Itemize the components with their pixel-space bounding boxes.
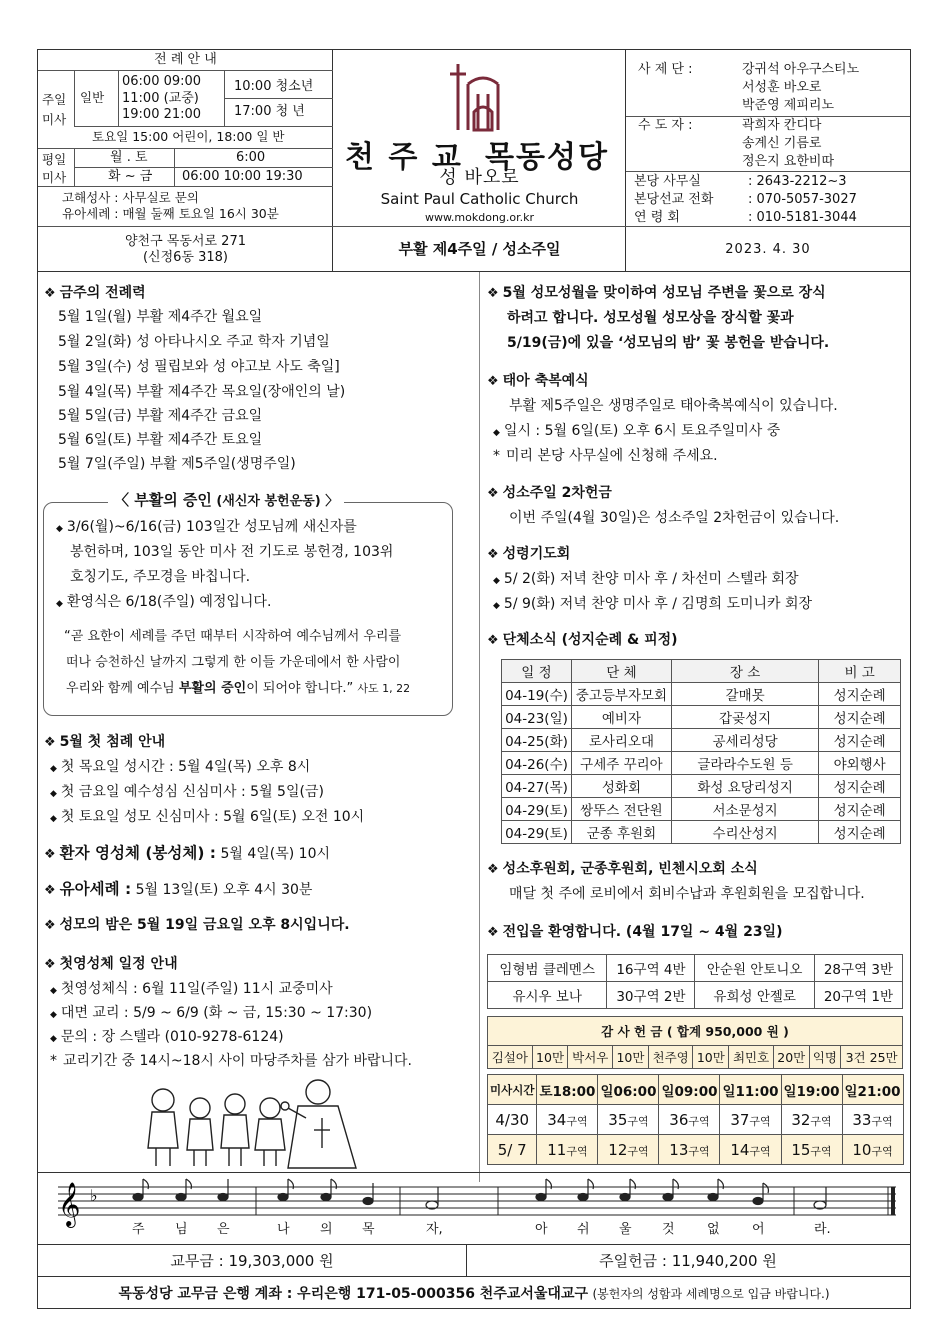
table-cell: 04-26(수) [502, 752, 572, 775]
sunday-time-1: 06:00 09:00 [122, 74, 202, 89]
bank-row [38, 1276, 910, 1309]
table-cell: 김설아 [488, 1046, 533, 1069]
children-priest-illustration-icon [138, 1078, 378, 1173]
table-cell: 3건 25만 [841, 1046, 903, 1069]
bulletin-frame [37, 49, 911, 1309]
address-line-2: (신정6동 318) [142, 250, 229, 265]
table-cell: 일09:00 [659, 1075, 720, 1105]
calendar-item: 5월 1일(월) 부활 제4주간 월요일 [58, 309, 263, 325]
communion-note: * 교리기간 중 14시~18시 사이 마당주차를 삼가 바랍니다. [50, 1053, 412, 1069]
table-cell: 04-19(수) [502, 683, 572, 706]
table-cell: 5/ 7 [488, 1135, 537, 1165]
table-cell: 04-23(일) [502, 706, 572, 729]
table-cell: 28구역 3반 [814, 955, 902, 982]
table-cell: 13구역 [659, 1135, 720, 1165]
quote-line: “곧 요한이 세례를 주던 때부터 시작하여 예수님께서 우리를 [64, 629, 402, 644]
thanks-table [487, 1016, 903, 1069]
table-cell: 04-29(토) [502, 798, 572, 821]
table-cell: 일11:00 [720, 1075, 781, 1105]
calendar-item: 5월 5일(금) 부활 제4주간 금요일 [58, 408, 263, 424]
church-website: www.mokdong.or.kr [424, 211, 535, 224]
spirit-prayer-title: ❖ 성령기도회 [487, 546, 571, 562]
table-cell: 37구역 [720, 1105, 781, 1135]
table-cell: 성지순례 [819, 729, 901, 752]
lyric: 것 [662, 1222, 675, 1237]
first-services-title: ❖ 5월 첫 첨례 안내 [44, 734, 166, 750]
table-cell: 천주영 [648, 1046, 693, 1069]
table-cell: 10만 [532, 1046, 568, 1069]
table-row [488, 1046, 903, 1069]
schedule-title: 전 례 안 내 [154, 52, 217, 67]
may-flowers-title: ❖ 5월 성모성월을 맞이하여 성모님 주변을 꽃으로 장식 [487, 285, 826, 301]
priest-label: 사 제 단 : [638, 62, 693, 77]
groups-header: 일 정 [502, 660, 572, 683]
witness-item: ◆ 3/6(월)~6/16(금) 103일간 성모님께 새신자를 [56, 519, 357, 535]
flat-icon: ♭ [90, 1186, 98, 1205]
vocation-collection-title: ❖ 성소주일 2차헌금 [487, 485, 612, 501]
table-cell: 일21:00 [842, 1075, 903, 1105]
church-name-left: 천 주 교 [345, 140, 463, 175]
table-cell: 익명 [809, 1046, 841, 1069]
table-cell: 10구역 [842, 1135, 903, 1165]
witness-item-cont: 봉헌하며, 103일 동안 미사 전 기도로 봉헌경, 103위 [70, 544, 394, 560]
table-cell: 글라라수도원 등 [671, 752, 818, 775]
table-cell: 34구역 [537, 1105, 598, 1135]
communion-item: ◆ 대면 교리 : 5/9 ~ 6/9 (화 ~ 금, 15:30 ~ 17:30) [50, 1005, 373, 1021]
table-cell: 야외행사 [819, 752, 901, 775]
fetus-blessing-title: ❖ 태아 축복예식 [487, 373, 589, 389]
calendar-item: 5월 3일(수) 성 필립보와 성 야고보 사도 축일] [58, 359, 340, 375]
infant-baptism-info: 유아세례 : 매월 둘째 토요일 16시 30분 [62, 206, 279, 221]
table-cell: 갈매못 [671, 683, 818, 706]
table-cell: 최민호 [729, 1046, 774, 1069]
church-name-right: 목동성당 [485, 140, 609, 175]
lyric: 울 [619, 1222, 632, 1237]
staff-block [626, 50, 910, 272]
youth-phone: : 010-5181-3044 [748, 210, 857, 225]
lyric: 쉬 [577, 1222, 590, 1237]
church-english-name: Saint Paul Catholic Church [380, 190, 579, 208]
nun-1: 곽희자 칸디다 [742, 118, 822, 133]
school-fee-total: 교무금 : 19,303,000 원 [170, 1252, 334, 1270]
calendar-item: 5월 6일(토) 부활 제4주간 토요일 [58, 432, 263, 448]
table-row [502, 729, 901, 752]
spirit-prayer-item: ◆ 5/ 9(화) 저녁 찬양 미사 후 / 김명희 도미니카 회장 [493, 596, 813, 612]
witness-item: ◆ 환영식은 6/18(주일) 예정입니다. [56, 594, 272, 610]
table-cell: 수리산성지 [671, 821, 818, 844]
cathedral-logo-icon [438, 62, 518, 132]
lyric: 목 [362, 1222, 375, 1237]
table-cell: 04-27(목) [502, 775, 572, 798]
table-cell: 유희성 안젤로 [695, 982, 814, 1009]
sunday-offering-total: 주일헌금 : 11,940,200 원 [599, 1252, 777, 1270]
table-cell: 04-29(토) [502, 821, 572, 844]
communion-item: ◆ 첫영성체식 : 6월 11일(주일) 11시 교중미사 [50, 981, 333, 997]
table-cell: 30구역 2반 [607, 982, 695, 1009]
priest-1: 강귀석 아우구스티노 [742, 62, 860, 77]
table-cell: 11구역 [537, 1135, 598, 1165]
groups-header: 비 고 [819, 660, 901, 683]
office-label: 본당 사무실 [634, 174, 701, 189]
lyric: 없 [707, 1222, 720, 1237]
table-row [502, 821, 901, 844]
weekday-label: 평일 미사 [42, 152, 67, 185]
table-cell: 중고등부자모회 [571, 683, 671, 706]
church-logo-block [333, 50, 626, 272]
table-cell: 14구역 [720, 1135, 781, 1165]
table-cell: 12구역 [598, 1135, 659, 1165]
sick-communion: ❖ 환자 영성체 (봉성체) : 5월 4일(목) 10시 [44, 844, 331, 862]
lyric: 자, [426, 1222, 443, 1237]
table-row [502, 752, 901, 775]
mary-night: ❖ 성모의 밤은 5월 19일 금요일 오후 8시입니다. [44, 917, 350, 933]
mission-label: 본당선교 전화 [634, 192, 714, 207]
confession-info: 고해성사 : 사무실로 문의 [62, 190, 199, 205]
address-line-1: 양천구 목동서로 271 [125, 234, 246, 249]
support-title: ❖ 성소후원회, 군종후원회, 빈첸시오회 소식 [487, 861, 758, 877]
sunday-label: 주일 미사 [42, 92, 67, 127]
welcome-title: ❖ 전입을 환영합니다. (4월 17일 ~ 4월 23일) [487, 924, 783, 940]
table-cell: 토18:00 [537, 1075, 598, 1105]
table-row [488, 955, 903, 982]
table-cell: 쌍뚜스 전단원 [571, 798, 671, 821]
table-row [502, 683, 901, 706]
calendar-item: 5월 4일(목) 부활 제4주간 목요일(장애인의 날) [58, 384, 346, 400]
infant-baptism: ❖ 유아세례 : 5월 13일(토) 오후 4시 30분 [44, 880, 313, 898]
priest-3: 박준영 제피리노 [742, 98, 835, 113]
weekday-mon-sat: 월 . 토 [110, 150, 148, 165]
groups-header: 단 체 [571, 660, 671, 683]
table-cell: 갑곶성지 [671, 706, 818, 729]
welcome-table [487, 954, 903, 1009]
table-cell: 성지순례 [819, 706, 901, 729]
groups-title: ❖ 단체소식 (성지순례 & 피정) [487, 632, 678, 648]
table-cell: 서소문성지 [671, 798, 818, 821]
table-cell: 군종 후원회 [571, 821, 671, 844]
table-cell: 일06:00 [598, 1075, 659, 1105]
fetus-blessing-text: 부활 제5주일은 생명주일로 태아축복예식이 있습니다. [509, 398, 838, 414]
groups-table [501, 659, 901, 844]
table-cell: 4/30 [488, 1105, 537, 1135]
weekday-tue-fri-times: 06:00 10:00 19:30 [182, 169, 303, 184]
first-communion-title: ❖ 첫영성체 일정 안내 [44, 956, 178, 972]
youth-time-1: 10:00 청소년 [234, 79, 314, 94]
lyric: 님 [175, 1222, 188, 1237]
witness-item-cont: 호칭기도, 주모경을 바칩니다. [70, 569, 251, 585]
table-cell: 성지순례 [819, 775, 901, 798]
priest-2: 서성훈 바오로 [742, 80, 822, 95]
lyric: 어 [752, 1222, 765, 1237]
table-cell: 박서우 [568, 1046, 613, 1069]
sunday-time-2: 11:00 (교중) [122, 91, 199, 106]
quote-line: 우리와 함께 예수님 부활의 증인이 되어야 합니다.” 사도 1, 22 [66, 681, 411, 696]
spirit-prayer-item: ◆ 5/ 2(화) 저녁 찬양 미사 후 / 차선미 스텔라 회장 [493, 571, 799, 587]
table-cell: 공세리성당 [671, 729, 818, 752]
table-row [502, 706, 901, 729]
table-cell: 10만 [613, 1046, 649, 1069]
may-flowers-line: 하려고 합니다. 성모성월 성모상을 장식할 꽃과 [507, 310, 794, 326]
table-cell: 32구역 [781, 1105, 842, 1135]
table-cell: 15구역 [781, 1135, 842, 1165]
table-cell: 33구역 [842, 1105, 903, 1135]
liturgy-title: 부활 제4주일 / 성소주일 [398, 240, 561, 258]
witness-title: 〈 부활의 증인 (새신자 봉헌운동) 〉 [108, 491, 344, 511]
table-row [502, 775, 901, 798]
patron-saint: 성 바오로 [439, 167, 520, 188]
table-cell: 16구역 4반 [607, 955, 695, 982]
vocation-collection-text: 이번 주일(4월 30일)은 성소주일 2차헌금이 있습니다. [509, 510, 840, 526]
communion-item: ◆ 문의 : 장 스텔라 (010-9278-6124) [50, 1029, 284, 1045]
lyric: 주 [132, 1222, 145, 1237]
groups-header: 장 소 [671, 660, 818, 683]
table-cell: 성지순례 [819, 798, 901, 821]
bulletin-date: 2023. 4. 30 [725, 242, 811, 257]
table-cell: 미사시간 [488, 1075, 537, 1105]
table-cell: 20만 [773, 1046, 809, 1069]
weekday-mon-sat-time: 6:00 [236, 150, 266, 165]
quote-line: 떠나 승천하신 날까지 그렇게 한 이들 가운데에서 한 사람이 [66, 655, 401, 670]
mass-zone-table [487, 1074, 904, 1165]
table-row [488, 982, 903, 1009]
table-cell: 화성 요당리성지 [671, 775, 818, 798]
youth-label: 연 령 회 [634, 210, 680, 225]
table-row [488, 1105, 904, 1135]
saturday-note: 토요일 15:00 어린이, 18:00 일 반 [92, 129, 285, 144]
table-cell: 35구역 [598, 1105, 659, 1135]
calendar-item: 5월 2일(화) 성 아타나시오 주교 학자 기념일 [58, 334, 330, 350]
table-cell: 일19:00 [781, 1075, 842, 1105]
support-text: 매달 첫 주에 로비에서 회비수납과 후원회원을 모집합니다. [509, 886, 865, 902]
mass-header-row [488, 1075, 904, 1105]
lyric: 아 [535, 1222, 548, 1237]
table-cell: 성지순례 [819, 683, 901, 706]
office-phone: : 2643-2212~3 [748, 174, 847, 189]
nun-label: 수 도 자 : [638, 118, 693, 133]
groups-header-row [502, 660, 901, 683]
table-row [502, 798, 901, 821]
may-flowers-line: 5/19(금)에 있을 ‘성모님의 밤’ 꽃 봉헌을 받습니다. [507, 335, 830, 351]
table-cell: 04-25(화) [502, 729, 572, 752]
table-row [488, 1135, 904, 1165]
table-cell: 로사리오대 [571, 729, 671, 752]
bank-account: 목동성당 교무금 은행 계좌 : 우리은행 171-05-000356 천주교서울대교구 (봉헌자의 성함과 세례명으로 입금 바랍니다.) [118, 1286, 830, 1302]
first-service-item: ◆ 첫 금요일 예수성심 신심미사 : 5월 5일(금) [50, 784, 324, 800]
fetus-blessing-item: ◆ 일시 : 5월 6일(토) 오후 6시 토요주일미사 중 [493, 423, 781, 439]
first-service-item: ◆ 첫 토요일 성모 신심미사 : 5월 6일(토) 오전 10시 [50, 809, 365, 825]
lyric: 나 [277, 1222, 290, 1237]
table-cell: 안순원 안토니오 [695, 955, 814, 982]
fetus-blessing-note: * 미리 본당 사무실에 신청해 주세요. [493, 448, 718, 464]
mass-schedule [38, 50, 333, 272]
sunday-time-3: 19:00 21:00 [122, 107, 202, 122]
table-cell: 예비자 [571, 706, 671, 729]
weekday-tue-fri: 화 ~ 금 [108, 169, 153, 184]
music-staff-section [38, 1172, 910, 1244]
table-cell: 구세주 꾸리아 [571, 752, 671, 775]
music-staff [38, 1177, 910, 1235]
calendar-item: 5월 7일(주일) 부활 제5주일(생명주일) [58, 456, 296, 472]
mission-phone: : 070-5057-3027 [748, 192, 857, 207]
table-cell: 유시우 보나 [488, 982, 607, 1009]
table-cell: 36구역 [659, 1105, 720, 1135]
youth-time-2: 17:00 청 년 [234, 104, 305, 119]
liturgy-calendar-title: ❖ 금주의 전례력 [44, 285, 146, 301]
table-cell: 임형범 클레멘스 [488, 955, 607, 982]
nun-2: 송계신 기름로 [742, 136, 822, 151]
nun-3: 정은지 요한비따 [742, 154, 835, 169]
first-service-item: ◆ 첫 목요일 성시간 : 5월 4일(목) 오후 8시 [50, 759, 311, 775]
totals-row [38, 1244, 910, 1276]
treble-clef-icon: 𝄞 [58, 1182, 81, 1226]
lyric: 라. [814, 1222, 831, 1237]
lyric: 은 [217, 1222, 230, 1237]
table-cell: 성화회 [571, 775, 671, 798]
table-cell: 성지순례 [819, 821, 901, 844]
table-cell: 20구역 1반 [814, 982, 902, 1009]
header [38, 50, 910, 272]
lyric: 의 [320, 1222, 333, 1237]
thanks-title: 감 사 헌 금 ( 합계 950,000 원 ) [488, 1017, 903, 1046]
general-label: 일반 [80, 90, 105, 105]
table-cell: 10만 [693, 1046, 729, 1069]
